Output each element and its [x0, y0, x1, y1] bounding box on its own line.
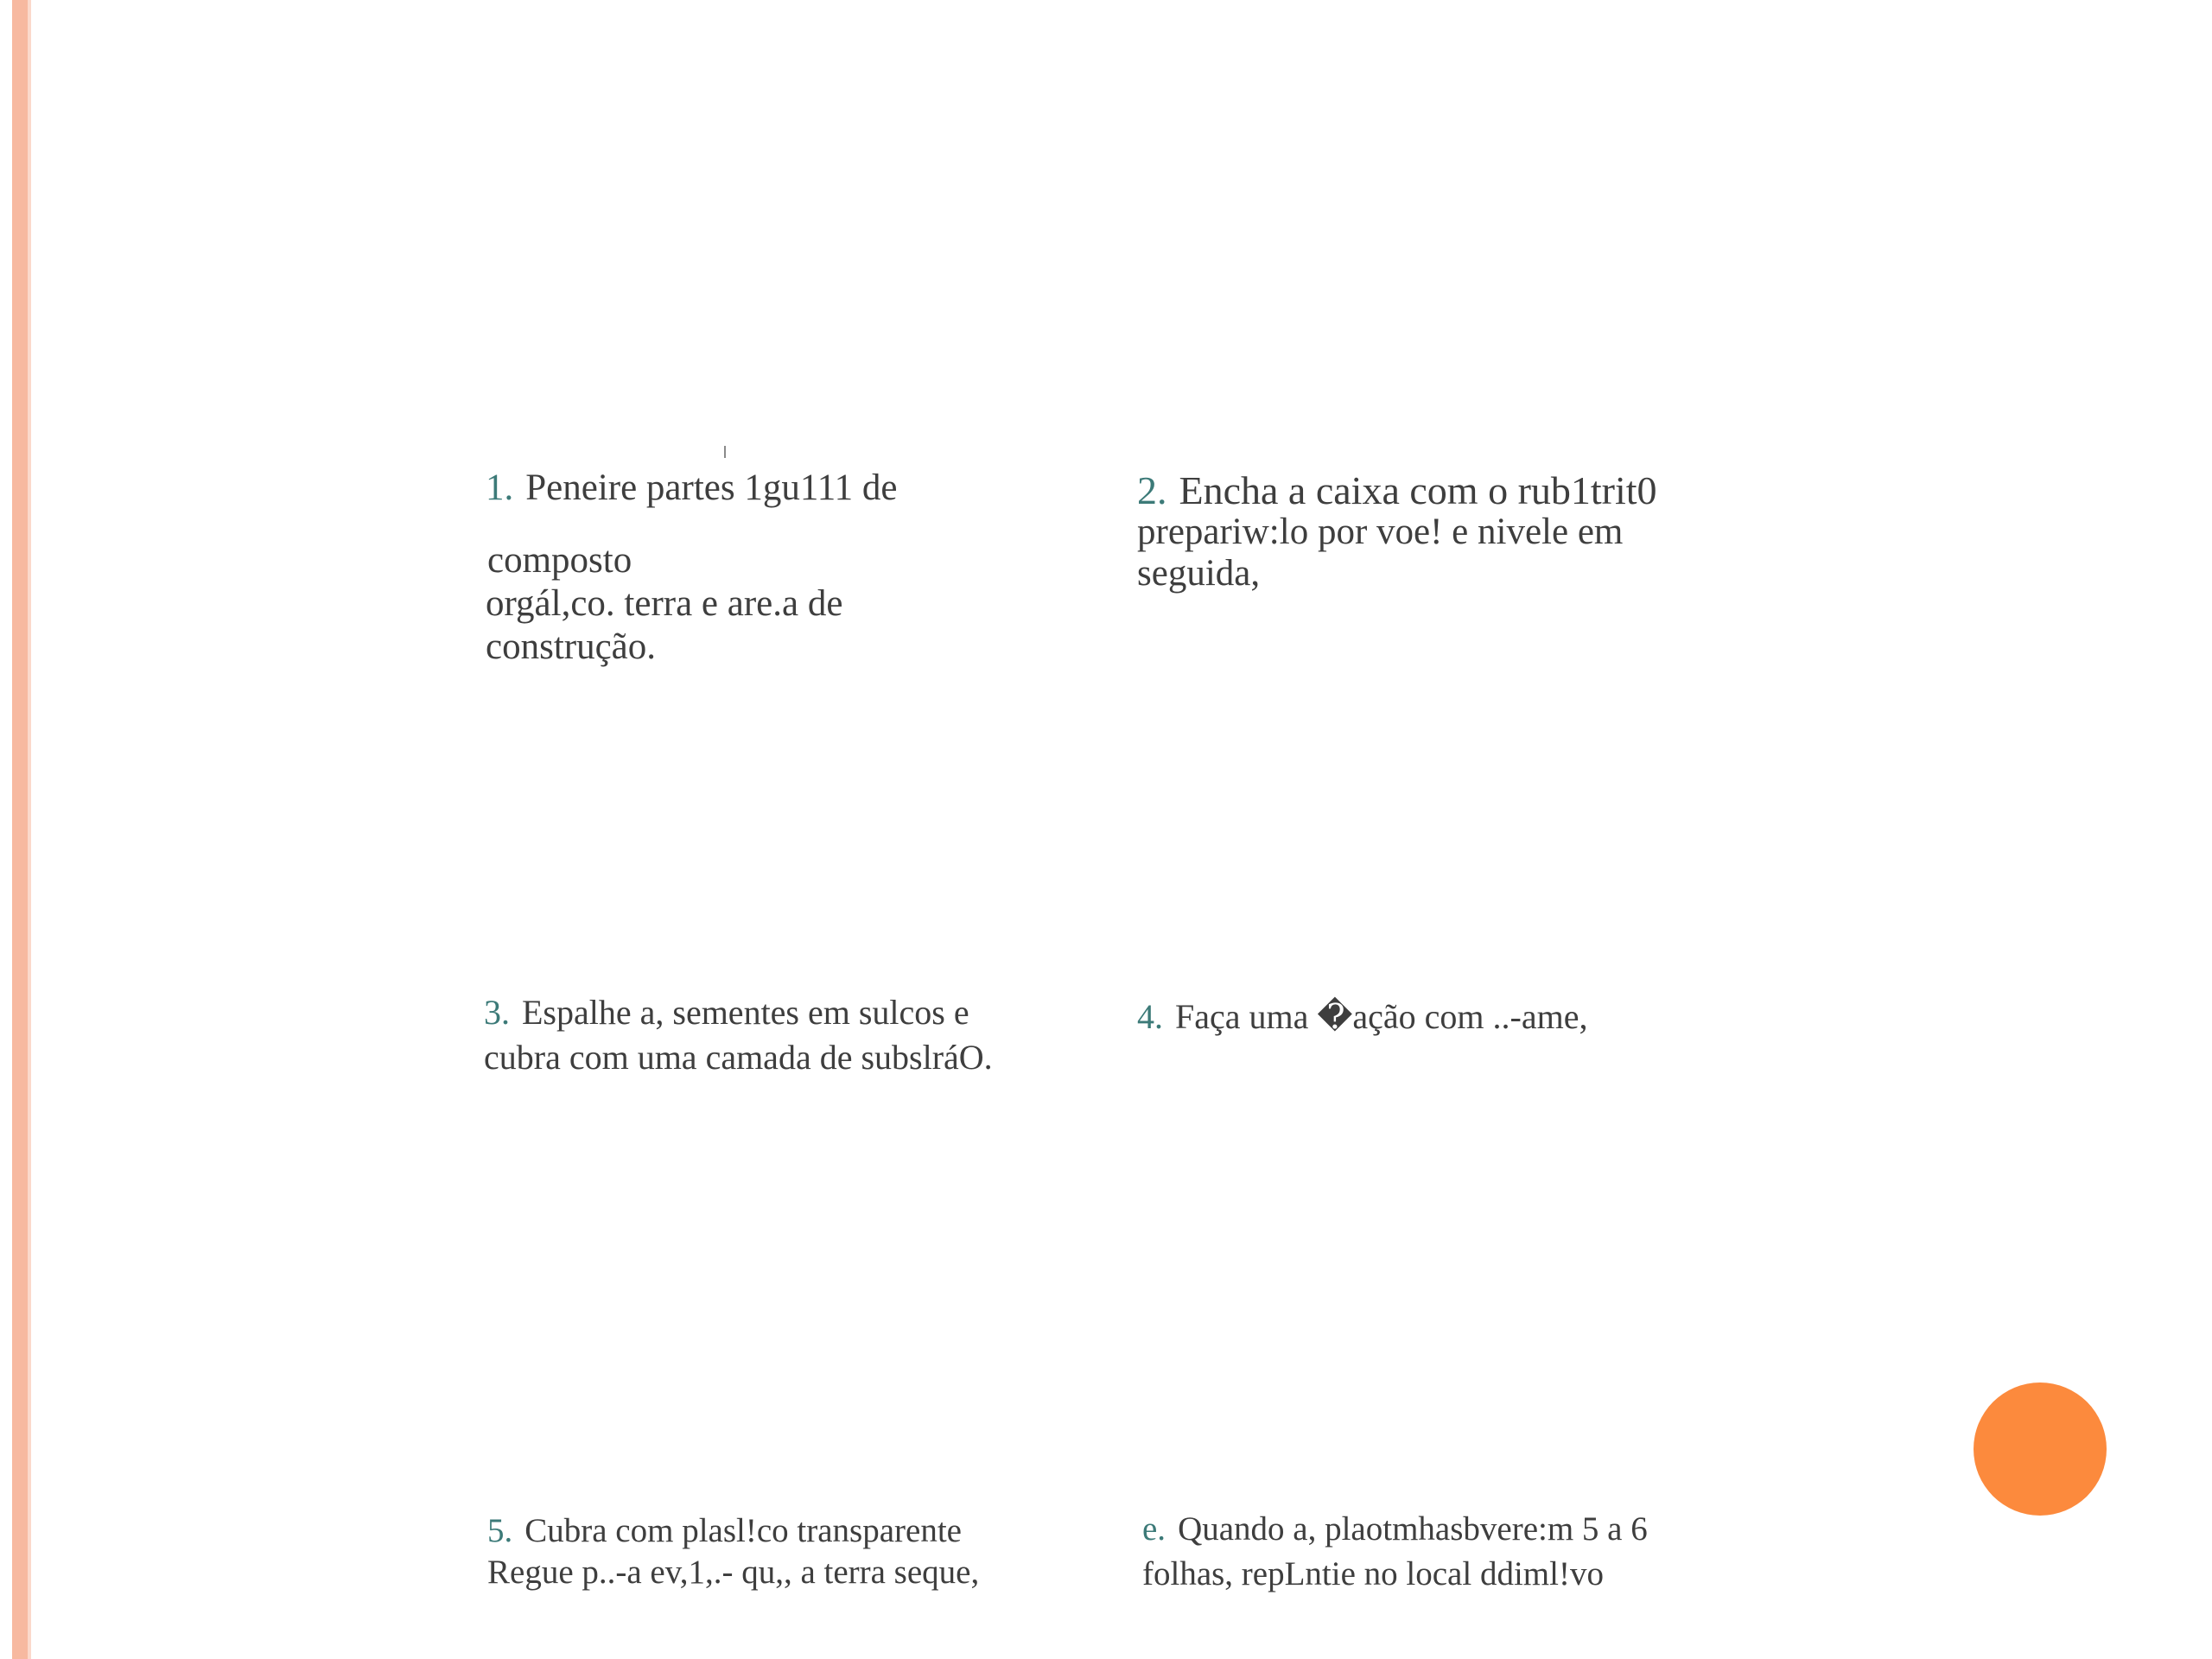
step-number: 1. [486, 467, 514, 508]
step-number: 2. [1137, 468, 1167, 512]
left-border-inner-stripe [28, 0, 31, 1659]
right-border-frame [2115, 0, 2212, 1659]
step-text: Peneire partes 1gu111 de [525, 467, 898, 508]
decorative-orange-circle [1974, 1382, 2107, 1516]
step-text: Encha a caixa com o rub1trit0 [1179, 468, 1657, 512]
step-number: 3. [484, 993, 510, 1032]
step-line [484, 990, 993, 1035]
step-1 [486, 467, 898, 669]
step-4 [1137, 995, 1587, 1039]
step-line: seguida, [1137, 553, 1261, 594]
step-line: prepariw:lo por voe! e nivele em [1137, 512, 1624, 552]
step-number: e. [1142, 1510, 1166, 1548]
step-line [1137, 470, 1657, 512]
left-border-stripe [12, 0, 28, 1659]
step-line: cubra com uma camada de subslráO. [484, 1038, 993, 1077]
step-line: folhas, repLntie no local ddiml!vo [1142, 1555, 1604, 1592]
step-number: 4. [1137, 997, 1163, 1036]
step-line: orgál,co. terra e are.a de [486, 583, 843, 624]
step-line: Regue p..-a ev,1,.- qu,, a terra seque, [487, 1554, 980, 1591]
step-line: construção. [486, 626, 657, 667]
step-line [486, 467, 898, 510]
step-line [1142, 1507, 1648, 1552]
step-number: 5. [487, 1512, 513, 1549]
stray-mark [724, 446, 726, 458]
step-line [487, 1510, 979, 1552]
step-text: Espalhe a, sementes em sulcos e [522, 993, 969, 1032]
step-line [1137, 995, 1587, 1039]
step-line: composto [487, 540, 632, 581]
step-5 [487, 1510, 979, 1593]
step-6 [1142, 1507, 1648, 1597]
step-text: Faça uma �ação com ..-ame, [1175, 997, 1588, 1036]
step-text: Quando a, plaotmhasbvere:m 5 a 6 [1178, 1510, 1648, 1548]
step-2 [1137, 470, 1657, 594]
step-3 [484, 990, 993, 1080]
step-text: Cubra com plasl!co transparente [524, 1512, 962, 1549]
